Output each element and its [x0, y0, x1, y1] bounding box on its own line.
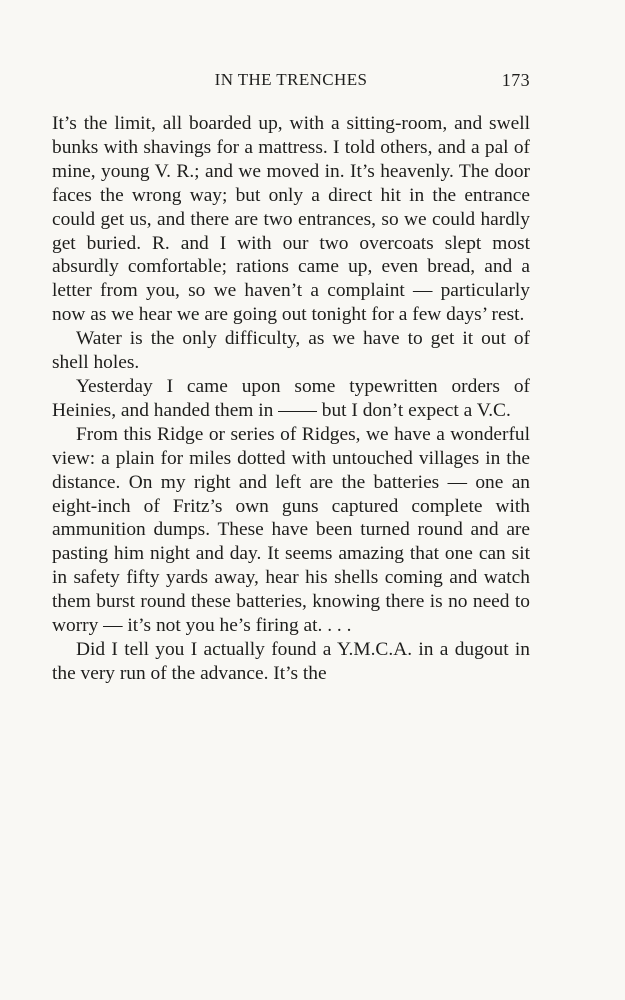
body-text: [52, 112, 530, 686]
paragraph-1: It’s the limit, all boarded up, with a sitting-room, and swell bunks with shavings for a mattress. I told others, and a pal of mine, young V. R.; and we moved in. It’s heavenly. The door faces the wrong way; but only a direct hit in the entrance could get us, and there are two entrances, so we could hardly get buried. R. and I with our two overcoats slept most absurdly comfortable; rations came up, even bread, and a letter from you, so we haven’t a complaint — particularly now as we hear we are going out tonight for a few days’ rest.: [52, 113, 530, 326]
running-title: IN THE TRENCHES: [214, 70, 368, 89]
paragraph-5: Did I tell you I actually found a Y.M.C.A. in a dugout in the very run of the advance. It’s the: [52, 638, 530, 684]
paragraph-2: Water is the only difficulty, as we have to get it out of shell holes.: [52, 328, 530, 374]
paragraph-3: Yesterday I came upon some typewritten orders of Heinies, and handed them in —— but I don’t expect a V.C.: [52, 375, 530, 421]
page-number: 173: [501, 70, 530, 90]
running-head: [52, 66, 530, 100]
paragraph-4: From this Ridge or series of Ridges, we have a wonderful view: a plain for miles dotted with untouched villages in the distance. On my right and left are the batteries — one an eight-inch of Fritz’s own guns captured complete with ammunition dumps. These have been turned round and are pasting him night and day. It seems amazing that one can sit in safety fifty yards away, hear his shells coming and watch them burst round these batteries, knowing there is no need to worry — it’s not you he’s firing at. . . .: [52, 423, 530, 637]
book-page: [52, 66, 530, 686]
